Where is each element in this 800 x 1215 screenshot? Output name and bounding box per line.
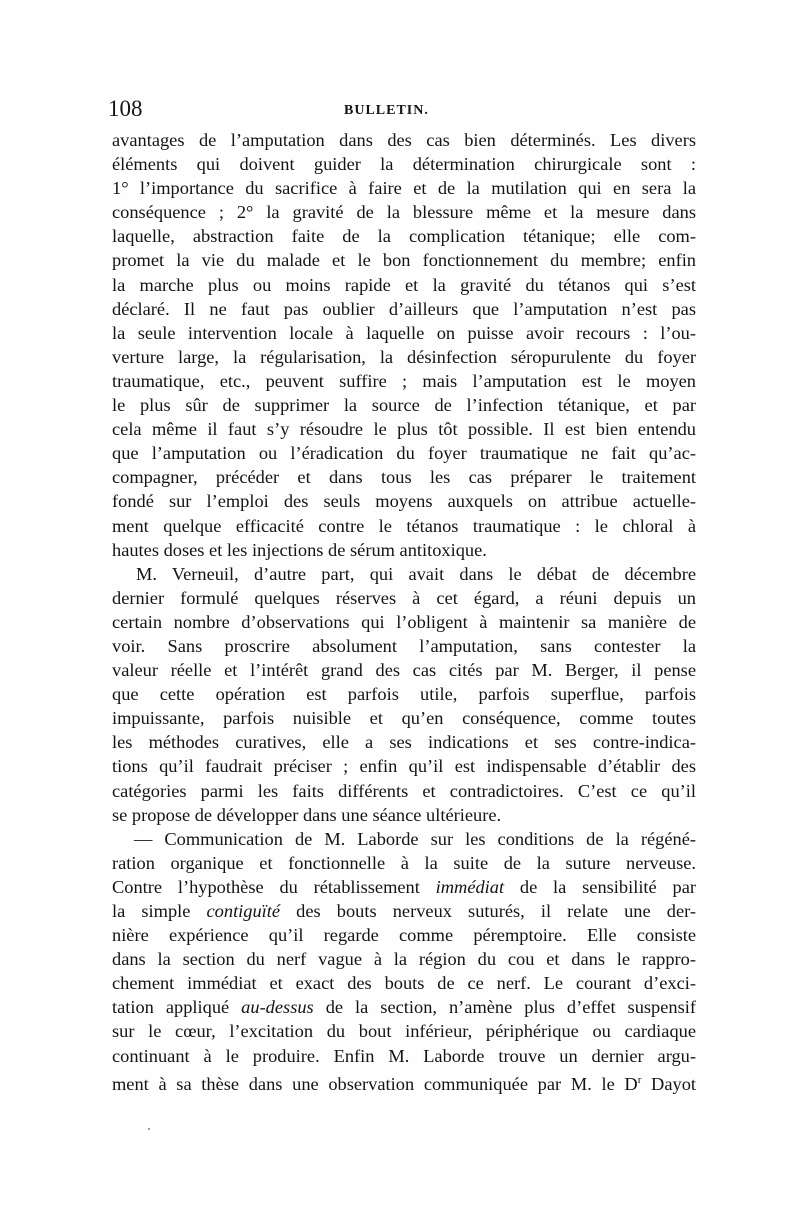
text-line: ment quelque efficacité contre le tétanos traumatique : le chloral à: [112, 515, 696, 536]
text-line: chement immédiat et exact des bouts de ce nerf. Le courant d’exci-: [112, 973, 696, 994]
text-line: laquelle, abstraction faite de la complication tétanique; elle com-: [112, 226, 696, 247]
text-line: les méthodes curatives, elle a ses indications et ses contre-indica-: [112, 732, 696, 753]
text-line: voir. Sans proscrire absolument l’amputation, sans contester la: [112, 635, 696, 656]
text-line: certain nombre d’observations qui l’obligent à maintenir sa manière de: [112, 611, 696, 632]
text-segment: ment à sa thèse dans une observation communiquée par M. le D: [112, 1073, 638, 1094]
text-segment: tation appliqué: [112, 997, 242, 1018]
text-line: [112, 1068, 696, 1092]
text-segment: des bouts nerveux suturés, il relate une der-: [280, 901, 696, 921]
text-line: fondé sur l’emploi des seuls moyens auxquels on attribue actuelle-: [112, 491, 696, 512]
text-line: se propose de développer dans une séance ultérieure.: [112, 804, 502, 825]
running-title: BULLETIN.: [344, 103, 429, 118]
text-line: dans la section du nerf vague à la région du cou et dans le rappro-: [112, 949, 696, 970]
text-line: valeur réelle et l’intérêt grand des cas cités par M. Berger, il pense: [112, 660, 696, 681]
text-line: [112, 899, 696, 923]
text-segment: Dayot: [641, 1073, 696, 1094]
text-line: M. Verneuil, d’autre part, qui avait dans le débat de décembre: [136, 563, 696, 584]
text-line: la marche plus ou moins rapide et la gravité du tétanos qui s’est: [112, 274, 696, 295]
text-line: verture large, la régularisation, la désinfection séropurulente du foyer: [112, 346, 696, 367]
text-line: compagner, précéder et dans tous les cas préparer le traitement: [112, 467, 696, 488]
body-text: [112, 128, 696, 1092]
text-segment: de la section, n’amène plus d’effet suspensif: [313, 997, 696, 1018]
emphasis-text: contiguïté: [206, 901, 281, 921]
text-line: avantages de l’amputation dans des cas bien déterminés. Les divers: [112, 130, 696, 150]
text-line: nière expérience qu’il regarde comme péremptoire. Elle consiste: [112, 925, 696, 946]
text-line: 1° l’importance du sacrifice à faire et de la mutilation qui en sera la: [112, 178, 696, 199]
text-line: continuant à le produire. Enfin M. Laborde trouve un dernier argu-: [112, 1045, 696, 1066]
emphasis-text: immédiat: [435, 876, 505, 897]
text-line: déclaré. Il ne faut pas oublier d’ailleurs que l’amputation n’est pas: [112, 298, 696, 319]
page-number: 108: [108, 96, 143, 121]
print-speck: [148, 1128, 150, 1130]
text-line: [112, 875, 696, 899]
text-line: la seule intervention locale à laquelle on puisse avoir recours : l’ou-: [112, 322, 696, 343]
text-line: le plus sûr de supprimer la source de l’infection tétanique, et par: [112, 395, 696, 416]
text-line: [112, 995, 696, 1019]
emphasis-text: au-dessus: [241, 997, 314, 1018]
superscript-text: r: [637, 1073, 642, 1086]
text-line: conséquence ; 2° la gravité de la blessure même et la mesure dans: [112, 202, 696, 223]
text-line: que l’amputation ou l’éradication du foyer traumatique ne fait qu’ac-: [112, 443, 696, 464]
text-line: traumatique, etc., peuvent suffire ; mais l’amputation est le moyen: [112, 370, 696, 391]
text-segment: la simple: [112, 901, 207, 921]
text-line: ration organique et fonctionnelle à la suite de la suture nerveuse.: [112, 852, 696, 873]
text-line: impuissante, parfois nuisible et qu’en conséquence, comme toutes: [112, 708, 696, 729]
text-line: éléments qui doivent guider la détermination chirurgicale sont :: [112, 154, 696, 175]
text-line: dernier formulé quelques réserves à cet égard, a réuni depuis un: [112, 587, 696, 608]
text-line: hautes doses et les injections de sérum antitoxique.: [112, 539, 487, 560]
text-line: — Communication de M. Laborde sur les conditions de la régéné-: [134, 828, 696, 849]
text-line: que cette opération est parfois utile, parfois superflue, parfois: [112, 684, 696, 705]
text-line: promet la vie du malade et le bon fonctionnement du membre; enfin: [112, 250, 696, 271]
text-line: tions qu’il faudrait préciser ; enfin qu’il est indispensable d’établir des: [112, 756, 696, 777]
text-line: cela même il faut s’y résoudre le plus tôt possible. Il est bien entendu: [112, 419, 696, 440]
text-line: sur le cœur, l’excitation du bout inférieur, périphérique ou cardiaque: [112, 1021, 696, 1042]
text-segment: Contre l’hypothèse du rétablissement: [112, 876, 436, 897]
running-head: [108, 96, 696, 126]
text-line: catégories parmi les faits différents et contradictoires. C’est ce qu’il: [112, 780, 696, 801]
text-segment: de la sensibilité par: [504, 876, 696, 897]
